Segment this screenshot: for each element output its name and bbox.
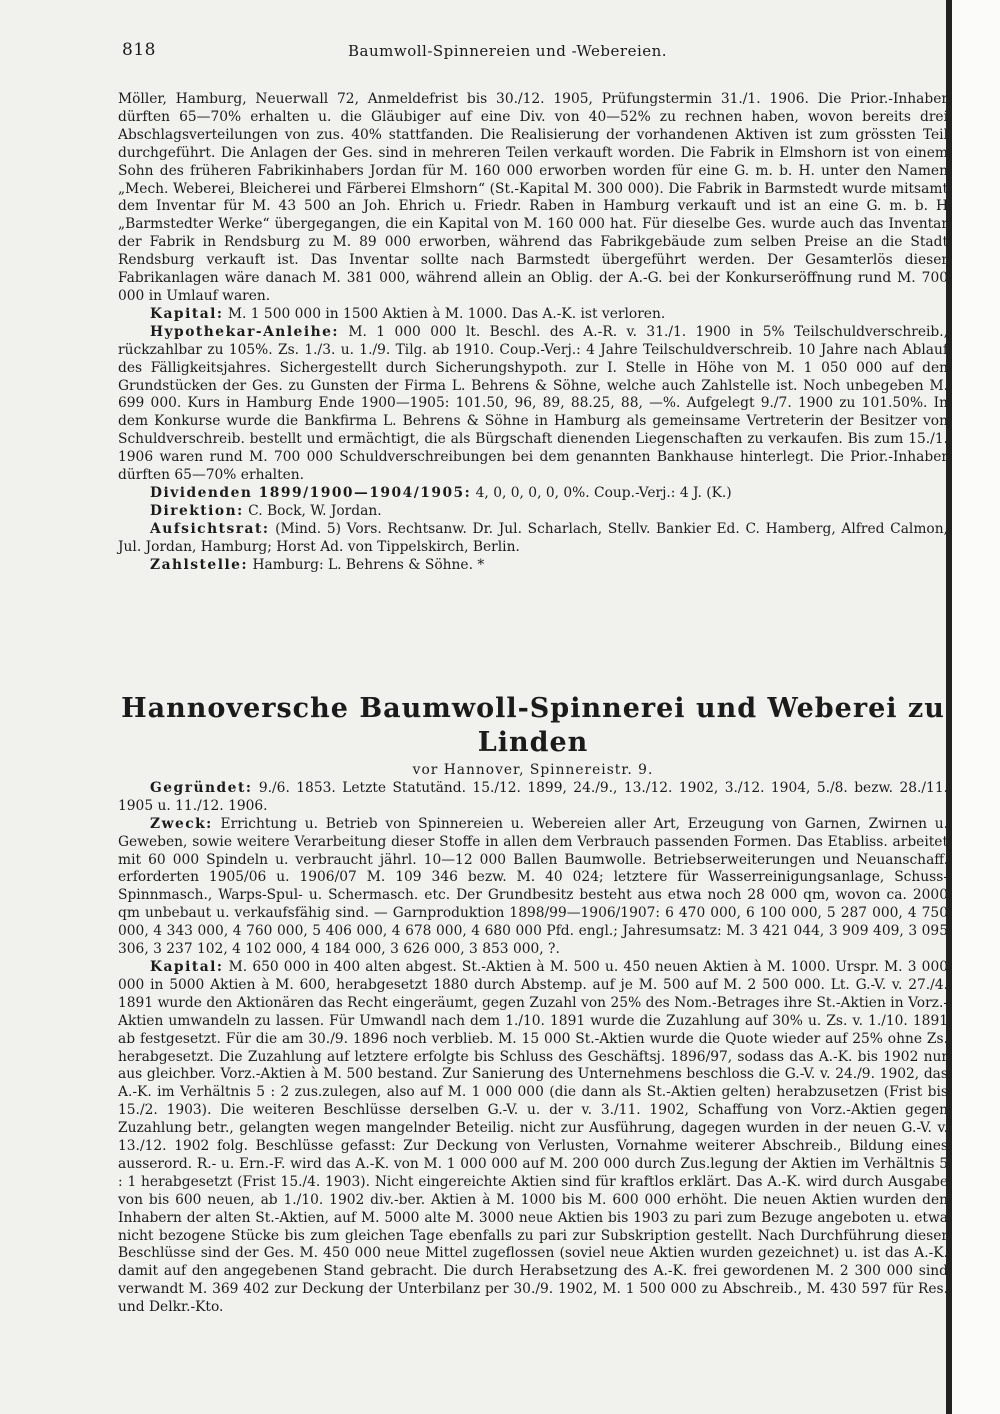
gegruendet-text: 9./6. 1853. Letzte Statutänd. 15./12. 1899, 24./9., 13./12. 1902, 3./12. 1904, 5./8. bezw. 28./11. 1905 u. 11./12. 1906. — [118, 779, 948, 814]
kapital2-entry — [118, 959, 948, 1317]
dividenden-label: Dividenden 1899/1900—1904/1905: — [150, 484, 472, 501]
page-number: 818 — [122, 40, 156, 60]
direktion-label: Direktion: — [150, 502, 244, 519]
zweck-text: Errichtung u. Betrieb von Spinnereien u. Webereien aller Art, Erzeugung von Garnen, Zwirnen u. Geweben, sowie weitere Verarbeitung dieser Stoffe in allen dem Verbrauch passenden Formen. Das Etabliss. arbeitet mit 60 000 Spindeln u. verbraucht jährl. 10—12 000 Ballen Baumwolle. Betriebserweiterungen und Neuanschaff. erforderten 1905/06 u. 1906/07 M. 109 346 bezw. M. 40 024; letztere für Wasserreinigungsanlage, Schuss-Spinnmasch., Warps-Spul- u. Schermasch. etc. Der Grundbesitz besteht aus etwa noch 28 000 qm, wovon ca. 2000 qm unbebaut u. verkaufsfähig sind. — Garnproduktion 1898/99—1906/1907: 6 470 000, 6 100 000, 5 287 000, 4 750 000, 4 343 000, 4 760 000, 5 406 000, 4 678 000, 4 680 000 Pfd. engl.; Jahresumsatz: M. 3 421 044, 3 909 409, 3 095 306, 3 237 102, 4 102 000, 4 184 000, 3 626 000, 3 853 000, ?. — [118, 815, 948, 958]
company-entry-hannoversche — [118, 692, 948, 1317]
anleihe-entry — [118, 324, 948, 485]
page-edge — [946, 0, 1000, 1414]
kapital-label: Kapital: — [150, 305, 224, 322]
running-title: Baumwoll-Spinnereien und -Webereien. — [348, 42, 668, 60]
kapital2-label: Kapital: — [150, 958, 224, 975]
kapital-entry — [118, 306, 948, 324]
zweck-entry — [118, 816, 948, 959]
kapital-text: M. 1 500 000 in 1500 Aktien à M. 1000. Das A.-K. ist verloren. — [227, 305, 666, 322]
aufsichtsrat-entry — [118, 521, 948, 557]
aufsichtsrat-label: Aufsichtsrat: — [150, 520, 270, 537]
dividenden-text: 4, 0, 0, 0, 0, 0%. Coup.-Verj.: 4 J. (K.) — [475, 484, 732, 501]
direktion-text: C. Bock, W. Jordan. — [248, 502, 382, 519]
gegruendet-entry — [118, 780, 948, 816]
dividenden-entry — [118, 485, 948, 503]
aufsichtsrat-text: (Mind. 5) Vors. Rechtsanw. Dr. Jul. Scharlach, Stellv. Bankier Ed. C. Hamberg, Alfred Calmon, Jul. Jordan, Hamburg; Horst Ad. von Tippelskirch, Berlin. — [118, 520, 949, 555]
kapital2-text: M. 650 000 in 400 alten abgest. St.-Aktien à M. 500 u. 450 neuen Aktien à M. 1000. Urspr. M. 3 000 000 in 5000 Aktien à M. 600, herabgesetzt 1880 durch Abstemp. auf je M. 500 auf M. 2 500 000. Lt. G.-V. v. 27./4. 1891 wurde den Aktionären das Recht eingeräumt, gegen Zuzahl von 25% des Nom.-Betrages ihre St.-Aktien in Vorz.-Aktien umwandeln zu lassen. Für Umwandl nach dem 1./10. 1891 wurde die Zuzahlung auf 30% u. Zs. v. 1./10. 1891 ab festgesetzt. Für die am 30./9. 1896 noch verblieb. M. 15 000 St.-Aktien wurde die Quote wieder auf 25% ohne Zs. herabgesetzt. Die Zuzahlung auf letztere erfolgte bis Schluss des Geschäftsj. 1896/97, sodass das A.-K. bis 1902 nur aus gleichber. Vorz.-Aktien à M. 500 bestand. Zur Sanierung des Unternehmens beschloss die G.-V. v. 24./9. 1902, das A.-K. im Verhältnis 5 : 2 zus.zulegen, also auf M. 1 000 000 (die dann als St.-Aktien gelten) herabzusetzen (Frist bis 15./2. 1903). Die weiteren Beschlüsse derselben G.-V. u. der v. 3./11. 1902, Schaffung von Vorz.-Aktien gegen Zuzahlung betr., gelangten wegen mangelnder Beteilig. nicht zur Ausführung, dagegen wurden in der neuen G.-V. v. 13./12. 1902 folg. Beschlüsse gefasst: Zur Deckung von Verlusten, Vornahme weiterer Abschreib., Bildung eines ausserord. R.- u. Ern.-F. wird das A.-K. von M. 1 000 000 auf M. 200 000 durch Zus.legung der Aktien im Verhältnis 5 : 1 herabgesetzt (Frist 15./4. 1903). Nicht eingereichte Aktien sind für kraftlos erklärt. Das A.-K. wird durch Ausgabe von bis 600 neuen, ab 1./10. 1902 div.-ber. Aktien à M. 1000 bis M. 600 000 erhöht. Die neuen Aktien wurden den Inhabern der alten St.-Aktien, auf M. 5000 alte M. 3000 neue Aktien bis 1903 zu pari zum Bezuge angeboten u. etwa nicht bezogene Stücke bis zum gleichen Tage ebenfalls zu pari zur Subskription gestellt. Nach Durchführung dieser Beschlüsse sind der Ges. M. 450 000 neue Mittel zugeflossen (soviel neue Aktien wurden gezeichnet) u. ist das A.-K. damit auf den angegebenen Stand gebracht. Die durch Herabsetzung des A.-K. frei gewordenen M. 2 300 000 sind verwandt M. 369 402 zur Deckung der Unterbilanz per 30./9. 1902, M. 1 500 000 zu Abschreib., M. 430 597 für Res. und Delkr.-Kto. — [118, 958, 948, 1316]
company-entry-continued — [118, 91, 948, 574]
direktion-entry — [118, 503, 948, 521]
gegruendet-label: Gegründet: — [150, 779, 253, 796]
company-title: Hannoversche Baumwoll-Spinnerei und Weberei zu Linden — [121, 693, 945, 758]
zahlstelle-label: Zahlstelle: — [150, 556, 249, 573]
anleihe-text: M. 1 000 000 lt. Beschl. des A.-R. v. 31./1. 1900 in 5% Teilschuldverschreib., rückzahlbar zu 105%. Zs. 1./3. u. 1./9. Tilg. ab 1910. Coup.-Verj.: 4 Jahre Teilschuldverschreib. 10 Jahre nach Ablauf des Fälligkeitsjahres. Sichergestellt durch Sicherungshypoth. zur I. Stelle in Höhe von M. 1 050 000 auf den Grundstücken der Ges. zu Gunsten der Firma L. Behrens & Söhne, welche auch Zahlstelle ist. Noch unbegeben M. 699 000. Kurs in Hamburg Ende 1900—1905: 101.50, 96, 89, 88.25, 88, —%. Aufgelegt 9./7. 1900 zu 101.50%. In dem Konkurse wurde die Bankfirma L. Behrens & Söhne in Hamburg als gemeinsame Vertreterin der Besitzer von Schuldverschreib. bestellt und ermächtigt, die als Bürgschaft dienenden Liegenschaften zu verkaufen. Bis zum 15./1. 1906 waren rund M. 700 000 Schuldverschreibungen bei dem genannten Bankhause hinterlegt. Die Prior.-Inhaber dürften 65—70% erhalten. — [118, 323, 948, 484]
anleihe-label: Hypothekar-Anleihe: — [150, 323, 339, 340]
zahlstelle-entry — [118, 557, 948, 575]
zweck-label: Zweck: — [150, 815, 213, 832]
company-address: vor Hannover, Spinnereistr. 9. — [412, 762, 654, 778]
zahlstelle-text: Hamburg: L. Behrens & Söhne. * — [252, 556, 485, 573]
intro-paragraph: Möller, Hamburg, Neuerwall 72, Anmeldefrist bis 30./12. 1905, Prüfungstermin 31./1. 1906. Die Prior.-Inhaber dürften 65—70% erhalten u. die Gläubiger auf eine Div. von 40—52% zu rechnen haben, wovon bereits drei Abschlagsverteilungen von zus. 40% stattfanden. Die Realisierung der vorhandenen Aktiven ist zum grössten Teil durchgeführt. Die Anlagen der Ges. sind in mehreren Teilen verkauft worden. Die Fabrik in Elmshorn ist von einem Sohn des früheren Fabrikinhabers Jordan für M. 160 000 erworben worden für eine G. m. b. H. unter den Namen „Mech. Weberei, Bleicherei und Färberei Elmshorn“ (St.-Kapital M. 300 000). Die Fabrik in Barmstedt wurde mitsamt dem Inventar für M. 43 500 an Joh. Ehrich u. Friedr. Raben in Hamburg verkauft und ist an eine G. m. b. H „Barmstedter Werke“ übergegangen, die ein Kapital von M. 160 000 hat. Für dieselbe Ges. wurde auch das Inventar der Fabrik in Rendsburg zu M. 89 000 erworben, während das Fabrikgebäude zum selben Preise an die Stadt Rendsburg verkauft ist. Das Inventar sollte nach Barmstedt übergeführt werden. Der Gesamterlös dieser Fabrikanlagen wäre danach M. 381 000, während allein an Oblig. der A.-G. bei der Konkurseröffnung rund M. 700 000 in Umlauf waren. — [118, 91, 948, 304]
